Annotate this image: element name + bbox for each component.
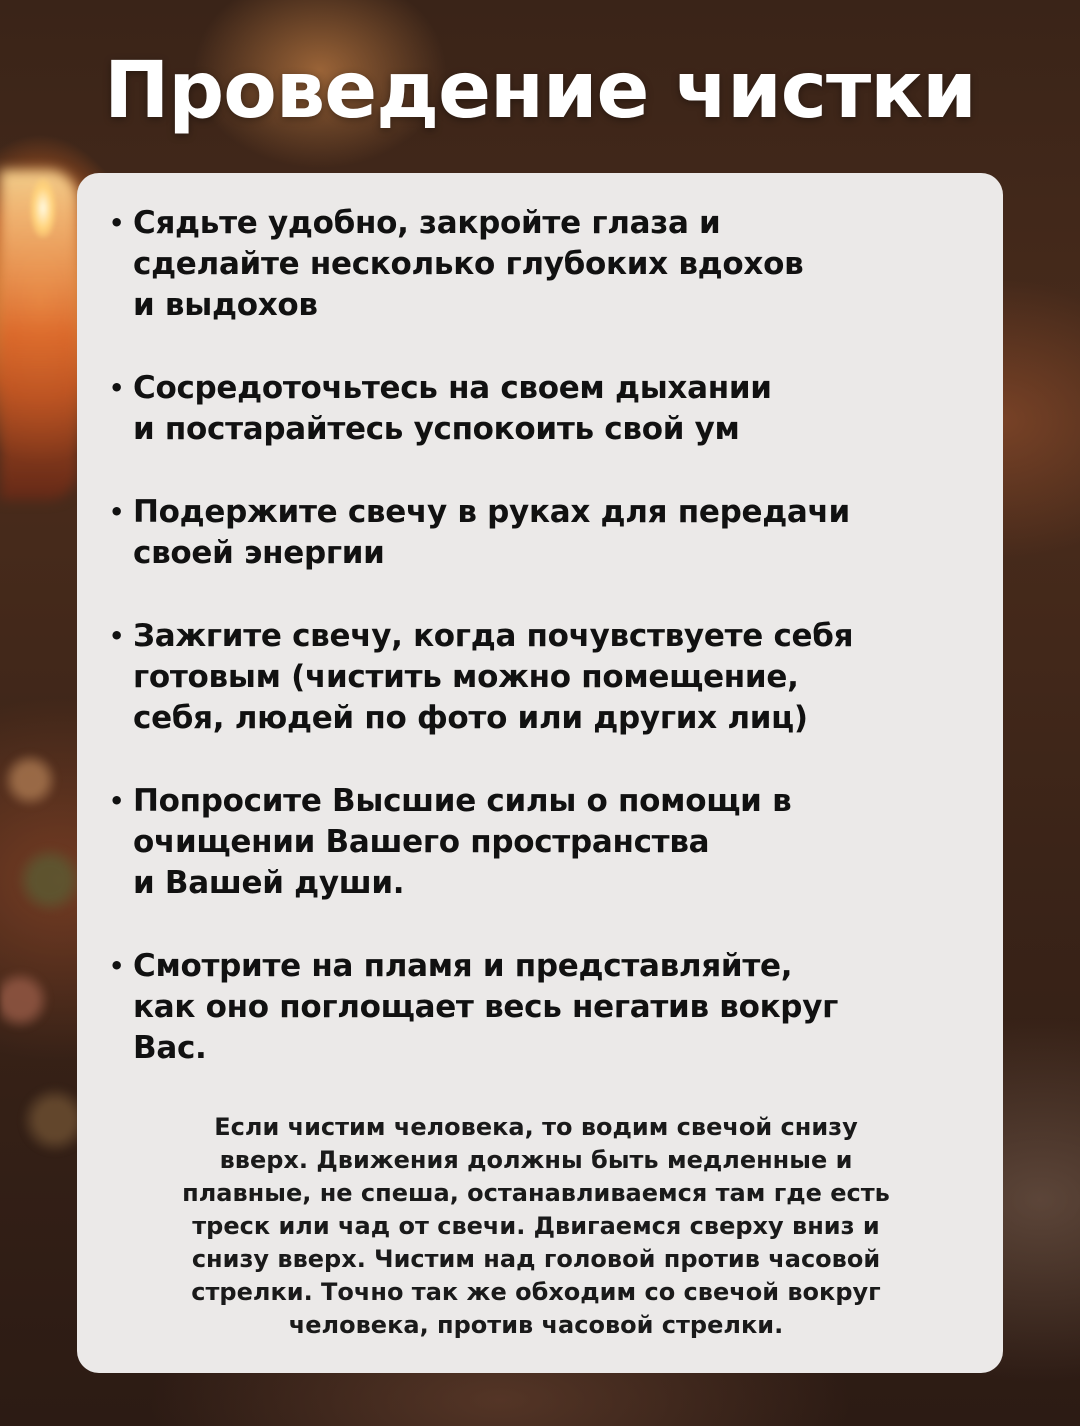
step-text: Сосредоточьтесь на своем дыхании и постарайтесь успокоить свой ум bbox=[133, 370, 772, 447]
step-text: Попросите Высшие силы о помощи в очищении Вашего пространства и Вашей души. bbox=[133, 783, 792, 901]
bullet-icon: • bbox=[109, 374, 125, 402]
bullet-icon: • bbox=[109, 498, 125, 526]
bullet-icon: • bbox=[109, 622, 125, 650]
bullet-icon: • bbox=[109, 209, 125, 237]
step-text: Зажгите свечу, когда почувствуете себя готовым (чистить можно помещение, себя, людей по фото или других лиц) bbox=[133, 618, 854, 736]
page-title: Проведение чистки bbox=[104, 46, 976, 136]
step-item bbox=[109, 203, 983, 326]
step-text: Сядьте удобно, закройте глаза и сделайте несколько глубоких вдохов и выдохов bbox=[133, 205, 804, 323]
step-item bbox=[109, 616, 983, 739]
step-text: Смотрите на пламя и представляйте, как оно поглощает весь негатив вокруг Вас. bbox=[133, 948, 839, 1066]
step-item bbox=[109, 781, 983, 904]
bullet-icon: • bbox=[109, 952, 125, 980]
note-text: Если чистим человека, то водим свечой снизу вверх. Движения должны быть медленные и плавные, не спеша, останавливаемся там где есть треск или чад от свечи. Двигаемся сверху вниз и снизу вверх. Чистим над головой против часовой стрелки. Точно так же обходим со свечой вокруг человека, против часовой стрелки. bbox=[182, 1113, 890, 1339]
instructions-card bbox=[77, 173, 1003, 1373]
candle-flame bbox=[30, 178, 56, 238]
step-item bbox=[109, 368, 983, 450]
step-text: Подержите свечу в руках для передачи своей энергии bbox=[133, 494, 850, 571]
steps-list bbox=[109, 203, 983, 1069]
step-item bbox=[109, 492, 983, 574]
step-item bbox=[109, 946, 983, 1069]
bullet-icon: • bbox=[109, 787, 125, 815]
